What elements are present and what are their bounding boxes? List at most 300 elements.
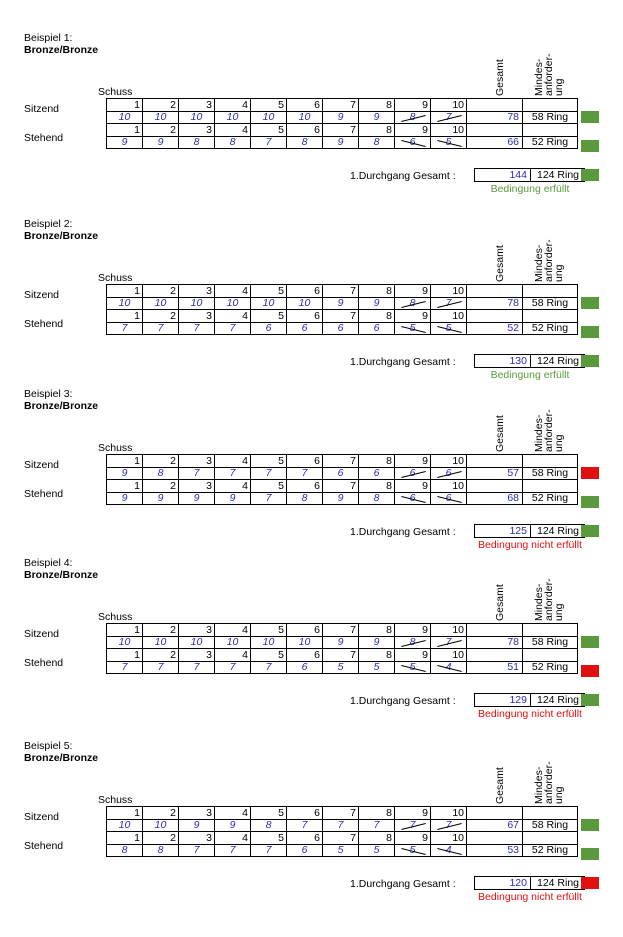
shot-number: 7	[323, 807, 359, 820]
overall-status-indicator	[581, 525, 599, 537]
stehend-score-row	[107, 323, 578, 335]
example-title	[24, 218, 98, 242]
stehend-shot-number-row	[107, 832, 578, 845]
sitzend-shot-number-row	[107, 285, 578, 298]
example-heading: Beispiel 3:	[24, 388, 73, 400]
example-subtitle: Bronze/Bronze	[24, 230, 99, 242]
shot-number: 1	[107, 310, 143, 323]
shot-number: 9	[395, 624, 431, 637]
sitzend-label: Sitzend	[24, 103, 60, 115]
total-cell-empty	[467, 624, 523, 637]
shot-number: 9	[395, 285, 431, 298]
shot-number: 2	[143, 649, 179, 662]
sitzend-shot-number-row	[107, 807, 578, 820]
shot-score: 4	[431, 662, 467, 674]
sitzend-status-indicator	[581, 297, 599, 309]
shot-score: 6	[431, 493, 467, 505]
shot-number: 9	[395, 480, 431, 493]
shot-score: 9	[107, 468, 143, 480]
gesamt-header: Gesamt	[494, 59, 506, 96]
shot-number: 10	[431, 124, 467, 137]
mindestanforderung-line: ung	[553, 264, 565, 282]
stehend-shot-number-row	[107, 124, 578, 137]
shot-score: 7	[395, 820, 431, 832]
shot-score: 7	[287, 820, 323, 832]
shot-score: 9	[323, 637, 359, 649]
shot-number: 2	[143, 99, 179, 112]
shot-number: 9	[395, 310, 431, 323]
shot-score: 6	[359, 468, 395, 480]
shot-number: 3	[179, 807, 215, 820]
score-table	[106, 98, 578, 149]
shot-score: 7	[431, 112, 467, 124]
shot-number: 8	[359, 624, 395, 637]
total-cell-empty	[467, 649, 523, 662]
min-cell-empty	[523, 624, 578, 637]
condition-text: Bedingung nicht erfüllt	[478, 891, 582, 903]
example-title	[24, 388, 98, 412]
shot-number: 4	[215, 832, 251, 845]
total-cell-empty	[467, 310, 523, 323]
mindestanforderung-line: Mindes-	[533, 766, 545, 804]
score-table	[106, 454, 578, 505]
shot-score: 8	[143, 845, 179, 857]
shot-number: 4	[215, 649, 251, 662]
shot-score: 8	[179, 137, 215, 149]
shot-number: 6	[287, 649, 323, 662]
shot-score: 7	[251, 468, 287, 480]
shot-number: 10	[431, 649, 467, 662]
shot-score: 6	[395, 468, 431, 480]
shot-score: 5	[395, 662, 431, 674]
shot-score: 8	[287, 493, 323, 505]
shot-score: 10	[179, 637, 215, 649]
stehend-minimum: 52 Ring	[523, 137, 578, 149]
overall-total-label: 1.Durchgang Gesamt :	[350, 170, 456, 182]
shot-number: 10	[431, 624, 467, 637]
shot-score: 10	[215, 112, 251, 124]
mindestanforderung-line: Mindes-	[533, 583, 545, 621]
shot-number: 6	[287, 285, 323, 298]
shot-score: 10	[143, 112, 179, 124]
shot-number: 3	[179, 832, 215, 845]
shot-number: 1	[107, 285, 143, 298]
shot-number: 1	[107, 124, 143, 137]
shot-number: 9	[395, 807, 431, 820]
shot-score: 7	[143, 323, 179, 335]
shot-number: 7	[323, 310, 359, 323]
shot-score: 6	[359, 323, 395, 335]
shot-score: 5	[395, 845, 431, 857]
shot-score: 9	[359, 112, 395, 124]
shot-score: 9	[215, 493, 251, 505]
shot-number: 2	[143, 124, 179, 137]
shot-number: 5	[251, 99, 287, 112]
example-heading: Beispiel 2:	[24, 218, 73, 230]
shot-score: 10	[287, 112, 323, 124]
overall-total-value: 120	[509, 877, 527, 889]
example-block	[0, 740, 623, 910]
shot-number: 10	[431, 99, 467, 112]
shot-number: 2	[143, 310, 179, 323]
overall-total-value: 130	[509, 355, 527, 367]
mindestanforderung-line: anforder-	[543, 239, 555, 282]
shot-score: 6	[287, 662, 323, 674]
shot-number: 6	[287, 807, 323, 820]
shot-number: 1	[107, 99, 143, 112]
condition-text: Bedingung erfüllt	[490, 369, 570, 381]
condition-text: Bedingung nicht erfüllt	[478, 708, 582, 720]
shot-number: 4	[215, 480, 251, 493]
schuss-label: Schuss	[98, 794, 133, 806]
stehend-label: Stehend	[24, 657, 64, 669]
shot-number: 6	[287, 480, 323, 493]
stehend-minimum: 52 Ring	[523, 323, 578, 335]
min-cell-empty	[523, 807, 578, 820]
shot-score: 6	[395, 137, 431, 149]
shot-number: 3	[179, 124, 215, 137]
shot-score: 10	[251, 637, 287, 649]
total-cell-empty	[467, 455, 523, 468]
gesamt-header: Gesamt	[494, 415, 506, 452]
stehend-score-row	[107, 845, 578, 857]
shot-score: 8	[395, 637, 431, 649]
mindestanforderung-line: ung	[553, 786, 565, 804]
shot-number: 5	[251, 285, 287, 298]
shot-number: 6	[287, 624, 323, 637]
shot-number: 7	[323, 455, 359, 468]
shot-number: 2	[143, 624, 179, 637]
shot-score: 9	[323, 137, 359, 149]
shot-score: 10	[107, 112, 143, 124]
shot-number: 8	[359, 285, 395, 298]
gesamt-header: Gesamt	[494, 584, 506, 621]
stehend-status-indicator	[581, 326, 599, 338]
shot-number: 9	[395, 455, 431, 468]
shot-score: 10	[251, 298, 287, 310]
shot-number: 10	[431, 285, 467, 298]
shot-score: 7	[251, 662, 287, 674]
shot-number: 10	[431, 455, 467, 468]
overall-total-box	[474, 876, 585, 890]
example-heading: Beispiel 5:	[24, 740, 73, 752]
total-cell-empty	[467, 99, 523, 112]
shot-score: 10	[143, 298, 179, 310]
min-cell-empty	[523, 832, 578, 845]
schuss-label: Schuss	[98, 86, 133, 98]
shot-number: 8	[359, 99, 395, 112]
shot-score: 6	[287, 323, 323, 335]
overall-total-value: 129	[509, 694, 527, 706]
example-title	[24, 740, 98, 764]
shot-score: 5	[359, 662, 395, 674]
shot-score: 10	[179, 112, 215, 124]
shot-score: 7	[143, 662, 179, 674]
shot-score: 10	[287, 298, 323, 310]
shot-number: 5	[251, 807, 287, 820]
sitzend-label: Sitzend	[24, 459, 60, 471]
shot-number: 8	[359, 832, 395, 845]
shot-score: 4	[431, 845, 467, 857]
shot-number: 2	[143, 807, 179, 820]
shot-score: 5	[395, 323, 431, 335]
overall-minimum: 124 Ring	[530, 525, 585, 537]
shot-number: 3	[179, 310, 215, 323]
score-table	[106, 623, 578, 674]
example-block	[0, 218, 623, 388]
shot-number: 1	[107, 807, 143, 820]
shot-score: 7	[215, 845, 251, 857]
mindestanforderung-line: ung	[553, 78, 565, 96]
overall-status-indicator	[581, 169, 599, 181]
shot-number: 9	[395, 124, 431, 137]
stehend-shot-number-row	[107, 310, 578, 323]
shot-number: 6	[287, 455, 323, 468]
stehend-status-indicator	[581, 496, 599, 508]
shot-number: 7	[323, 649, 359, 662]
shot-number: 4	[215, 99, 251, 112]
score-table	[106, 806, 578, 857]
shot-score: 6	[251, 323, 287, 335]
sitzend-minimum: 58 Ring	[523, 468, 578, 480]
stehend-score-row	[107, 493, 578, 505]
sitzend-status-indicator	[581, 819, 599, 831]
shot-number: 8	[359, 807, 395, 820]
sitzend-shot-number-row	[107, 624, 578, 637]
example-heading: Beispiel 4:	[24, 557, 73, 569]
shot-score: 10	[107, 820, 143, 832]
condition-text: Bedingung nicht erfüllt	[478, 539, 582, 551]
shot-number: 8	[359, 124, 395, 137]
overall-minimum: 124 Ring	[530, 694, 585, 706]
shot-score: 5	[359, 845, 395, 857]
shot-score: 8	[287, 137, 323, 149]
stehend-minimum: 52 Ring	[523, 493, 578, 505]
shot-number: 1	[107, 832, 143, 845]
shot-score: 7	[179, 468, 215, 480]
shot-number: 2	[143, 832, 179, 845]
mindestanforderung-line: Mindes-	[533, 58, 545, 96]
shot-score: 9	[143, 493, 179, 505]
sitzend-minimum: 58 Ring	[523, 298, 578, 310]
shot-score: 10	[179, 298, 215, 310]
shot-score: 9	[179, 820, 215, 832]
stehend-status-indicator	[581, 848, 599, 860]
overall-status-indicator	[581, 877, 599, 889]
shot-score: 6	[323, 323, 359, 335]
shot-score: 6	[287, 845, 323, 857]
min-cell-empty	[523, 310, 578, 323]
shot-number: 9	[395, 99, 431, 112]
sitzend-shot-number-row	[107, 455, 578, 468]
stehend-label: Stehend	[24, 132, 64, 144]
shot-score: 5	[431, 137, 467, 149]
stehend-total: 53	[467, 845, 523, 857]
shot-number: 4	[215, 285, 251, 298]
shot-number: 8	[359, 480, 395, 493]
example-block	[0, 557, 623, 727]
shot-number: 1	[107, 480, 143, 493]
shot-number: 4	[215, 124, 251, 137]
shot-number: 1	[107, 455, 143, 468]
stehend-label: Stehend	[24, 318, 64, 330]
overall-total-value: 125	[509, 525, 527, 537]
shot-score: 10	[215, 298, 251, 310]
shot-score: 6	[323, 468, 359, 480]
stehend-shot-number-row	[107, 480, 578, 493]
shot-number: 8	[359, 649, 395, 662]
shot-number: 9	[395, 649, 431, 662]
overall-total-box	[474, 354, 585, 368]
sitzend-total: 78	[467, 637, 523, 649]
stehend-score-row	[107, 662, 578, 674]
shot-score: 9	[143, 137, 179, 149]
shot-number: 7	[323, 285, 359, 298]
shot-score: 7	[179, 323, 215, 335]
shot-number: 5	[251, 649, 287, 662]
shot-score: 7	[431, 820, 467, 832]
mindestanforderung-line: Mindes-	[533, 414, 545, 452]
overall-total-label: 1.Durchgang Gesamt :	[350, 878, 456, 890]
shot-number: 8	[359, 310, 395, 323]
sitzend-label: Sitzend	[24, 289, 60, 301]
shot-number: 10	[431, 807, 467, 820]
shot-score: 9	[323, 493, 359, 505]
sitzend-status-indicator	[581, 636, 599, 648]
stehend-score-row	[107, 137, 578, 149]
shot-score: 10	[143, 820, 179, 832]
shot-number: 7	[323, 480, 359, 493]
overall-total-box	[474, 168, 585, 182]
sitzend-shot-number-row	[107, 99, 578, 112]
shot-number: 5	[251, 624, 287, 637]
overall-total-label: 1.Durchgang Gesamt :	[350, 356, 456, 368]
shot-score: 7	[287, 468, 323, 480]
example-title	[24, 32, 98, 56]
mindestanforderung-line: anforder-	[543, 578, 555, 621]
schuss-label: Schuss	[98, 442, 133, 454]
min-cell-empty	[523, 285, 578, 298]
condition-text: Bedingung erfüllt	[490, 183, 570, 195]
sitzend-label: Sitzend	[24, 628, 60, 640]
stehend-total: 66	[467, 137, 523, 149]
total-cell-empty	[467, 832, 523, 845]
example-subtitle: Bronze/Bronze	[24, 44, 99, 56]
shot-score: 9	[323, 112, 359, 124]
shot-score: 7	[431, 298, 467, 310]
shot-score: 7	[107, 323, 143, 335]
mindestanforderung-line: anforder-	[543, 761, 555, 804]
shot-number: 3	[179, 649, 215, 662]
shot-number: 10	[431, 832, 467, 845]
mindestanforderung-line: anforder-	[543, 409, 555, 452]
shot-score: 8	[215, 137, 251, 149]
sitzend-minimum: 58 Ring	[523, 637, 578, 649]
total-cell-empty	[467, 285, 523, 298]
mindestanforderung-line: ung	[553, 603, 565, 621]
mindestanforderung-line: ung	[553, 434, 565, 452]
shot-number: 5	[251, 310, 287, 323]
shot-score: 7	[431, 637, 467, 649]
sitzend-total: 57	[467, 468, 523, 480]
shot-number: 2	[143, 285, 179, 298]
sitzend-score-row	[107, 468, 578, 480]
shot-number: 6	[287, 310, 323, 323]
overall-status-indicator	[581, 694, 599, 706]
shot-score: 10	[251, 112, 287, 124]
shot-number: 5	[251, 480, 287, 493]
shot-score: 7	[323, 820, 359, 832]
overall-total-box	[474, 524, 585, 538]
shot-number: 1	[107, 624, 143, 637]
mindestanforderung-line: Mindes-	[533, 244, 545, 282]
shot-score: 6	[431, 468, 467, 480]
mindestanforderung-header	[534, 239, 564, 282]
shot-score: 8	[395, 112, 431, 124]
shot-number: 7	[323, 832, 359, 845]
shot-score: 9	[215, 820, 251, 832]
overall-total-value: 144	[509, 169, 527, 181]
sitzend-score-row	[107, 820, 578, 832]
min-cell-empty	[523, 649, 578, 662]
overall-total-label: 1.Durchgang Gesamt :	[350, 526, 456, 538]
total-cell-empty	[467, 124, 523, 137]
sitzend-total: 67	[467, 820, 523, 832]
mindestanforderung-header	[534, 761, 564, 804]
shot-score: 7	[251, 493, 287, 505]
stehend-total: 51	[467, 662, 523, 674]
example-block	[0, 32, 623, 202]
shot-score: 7	[179, 662, 215, 674]
example-subtitle: Bronze/Bronze	[24, 400, 99, 412]
overall-minimum: 124 Ring	[530, 877, 585, 889]
mindestanforderung-header	[534, 409, 564, 452]
shot-score: 7	[251, 137, 287, 149]
shot-number: 4	[215, 455, 251, 468]
overall-total-box	[474, 693, 585, 707]
stehend-minimum: 52 Ring	[523, 662, 578, 674]
sitzend-minimum: 58 Ring	[523, 820, 578, 832]
stehend-total: 52	[467, 323, 523, 335]
sitzend-score-row	[107, 112, 578, 124]
shot-score: 8	[143, 468, 179, 480]
overall-minimum: 124 Ring	[530, 169, 585, 181]
overall-status-indicator	[581, 355, 599, 367]
stehend-status-indicator	[581, 665, 599, 677]
shot-score: 7	[215, 468, 251, 480]
sitzend-status-indicator	[581, 467, 599, 479]
shot-number: 3	[179, 285, 215, 298]
shot-number: 5	[251, 455, 287, 468]
shot-number: 3	[179, 455, 215, 468]
mindestanforderung-header	[534, 578, 564, 621]
stehend-total: 68	[467, 493, 523, 505]
shot-number: 2	[143, 480, 179, 493]
score-table	[106, 284, 578, 335]
shot-number: 7	[323, 624, 359, 637]
stehend-shot-number-row	[107, 649, 578, 662]
shot-score: 9	[359, 637, 395, 649]
shot-score: 7	[215, 662, 251, 674]
shot-score: 8	[359, 493, 395, 505]
shot-score: 7	[215, 323, 251, 335]
shot-score: 8	[107, 845, 143, 857]
shot-number: 5	[251, 124, 287, 137]
shot-number: 6	[287, 124, 323, 137]
shot-score: 7	[251, 845, 287, 857]
shot-score: 9	[107, 493, 143, 505]
shot-score: 8	[395, 298, 431, 310]
